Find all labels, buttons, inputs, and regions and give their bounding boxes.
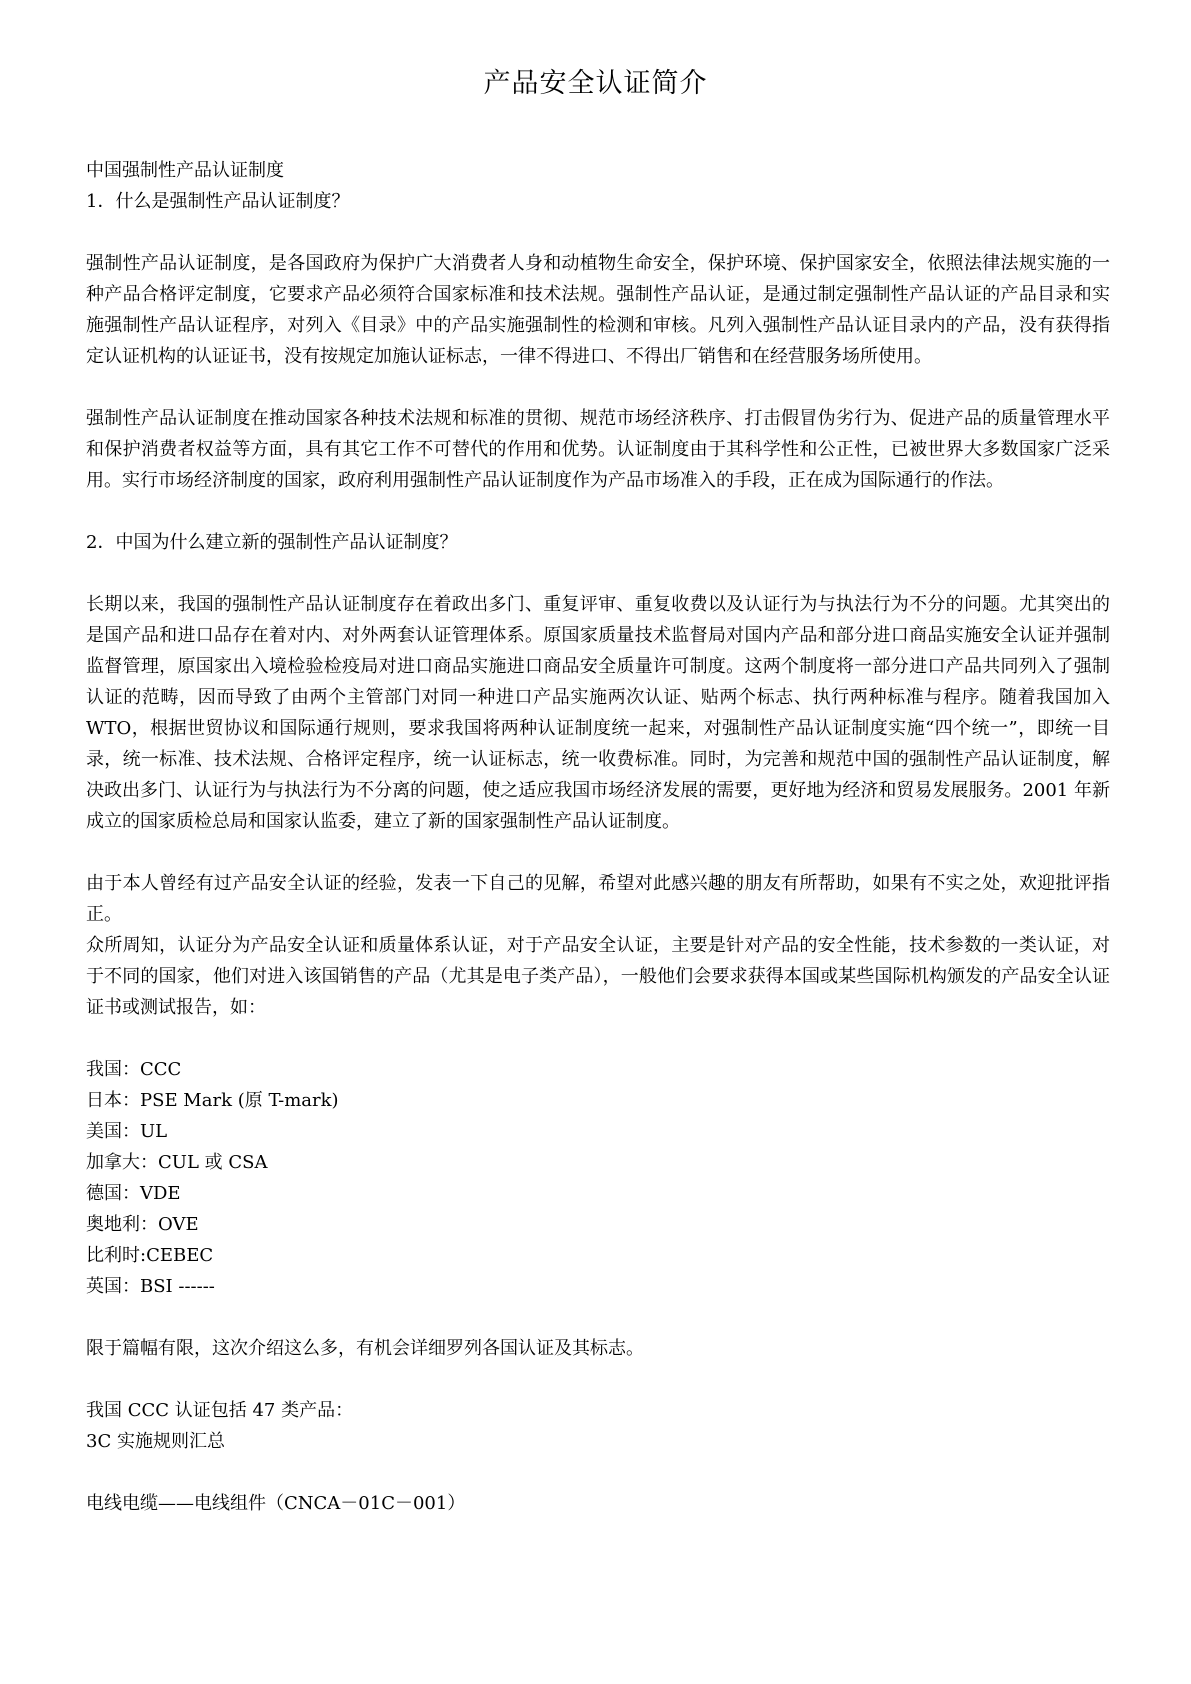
country-item: 美国：UL bbox=[86, 1121, 168, 1142]
country-item: 英国：BSI ------ bbox=[86, 1276, 215, 1297]
paragraph-5: 众所周知，认证分为产品安全认证和质量体系认证，对于产品安全认证，主要是针对产品的安全性能，技术参数的一类认证，对于不同的国家，他们对进入该国销售的产品（尤其是电子类产品），一般他们会要求获得本国或某些国际机构颁发的产品安全认证证书或测试报告，如： bbox=[86, 935, 1110, 1018]
question-1: 1．什么是强制性产品认证制度？ bbox=[86, 191, 350, 212]
paragraph-1: 强制性产品认证制度，是各国政府为保护广大消费者人身和动植物生命安全，保护环境、保护国家安全，依照法律法规实施的一种产品合格评定制度，它要求产品必须符合国家标准和技术法规。强制性产品认证，是通过制定强制性产品认证的产品目录和实施强制性产品认证程序，对列入《目录》中的产品实施强制性的检测和审核。凡列入强制性产品认证目录内的产品，没有获得指定认证机构的认证证书，没有按规定加施认证标志，一律不得进口、不得出厂销售和在经营服务场所使用。 bbox=[86, 253, 1110, 367]
document-title: 产品安全认证简介 bbox=[483, 68, 708, 99]
country-item: 德国：VDE bbox=[86, 1183, 181, 1204]
document-body bbox=[86, 155, 1110, 1519]
paragraph-3: 长期以来，我国的强制性产品认证制度存在着政出多门、重复评审、重复收费以及认证行为与执法行为不分的问题。尤其突出的是国产品和进口品存在着对内、对外两套认证管理体系。原国家质量技术监督局对国内产品和部分进口商品实施安全认证并强制监督管理，原国家出入境检验检疫局对进口商品实施进口商品安全质量许可制度。这两个制度将一部分进口产品共同列入了强制认证的范畴，因而导致了由两个主管部门对同一种进口产品实施两次认证、贴两个标志、执行两种标准与程序。随着我国加入 WTO，根据世贸协议和国际通行规则，要求我国将两种认证制度统一起来，对强制性产品认证制度实施“四个统一”，即统一目录，统一标准、技术法规、合格评定程序，统一认证标志，统一收费标准。同时，为完善和规范中国的强制性产品认证制度，解决政出多门、认证行为与执法行为不分离的问题，使之适应我国市场经济发展的需要，更好地为经济和贸易发展服务。2001 年新成立的国家质检总局和国家认监委，建立了新的国家强制性产品认证制度。 bbox=[86, 594, 1110, 832]
paragraph-6: 限于篇幅有限，这次介绍这么多，有机会详细罗列各国认证及其标志。 bbox=[86, 1338, 644, 1359]
paragraph-4: 由于本人曾经有过产品安全认证的经验，发表一下自己的见解，希望对此感兴趣的朋友有所帮助，如果有不实之处，欢迎批评指正。 bbox=[86, 873, 1110, 925]
question-2: 2．中国为什么建立新的强制性产品认证制度？ bbox=[86, 532, 458, 553]
country-item: 比利时:CEBEC bbox=[86, 1245, 214, 1266]
paragraph-7: 我国 CCC 认证包括 47 类产品： bbox=[86, 1400, 354, 1421]
country-item: 奥地利：OVE bbox=[86, 1214, 199, 1235]
paragraph-2: 强制性产品认证制度在推动国家各种技术法规和标准的贯彻、规范市场经济秩序、打击假冒伪劣行为、促进产品的质量管理水平和保护消费者权益等方面，具有其它工作不可替代的作用和优势。认证制度由于其科学性和公正性，已被世界大多数国家广泛采用。实行市场经济制度的国家，政府利用强制性产品认证制度作为产品市场准入的手段，正在成为国际通行的作法。 bbox=[86, 408, 1110, 491]
country-item: 日本：PSE Mark (原 T-mark) bbox=[86, 1090, 339, 1111]
paragraph-8: 3C 实施规则汇总 bbox=[86, 1431, 225, 1452]
paragraph-9: 电线电缆——电线组件（CNCA－01C－001） bbox=[86, 1493, 466, 1514]
section-heading: 中国强制性产品认证制度 bbox=[86, 160, 284, 181]
country-item: 我国：CCC bbox=[86, 1059, 182, 1080]
country-item: 加拿大：CUL 或 CSA bbox=[86, 1152, 268, 1173]
